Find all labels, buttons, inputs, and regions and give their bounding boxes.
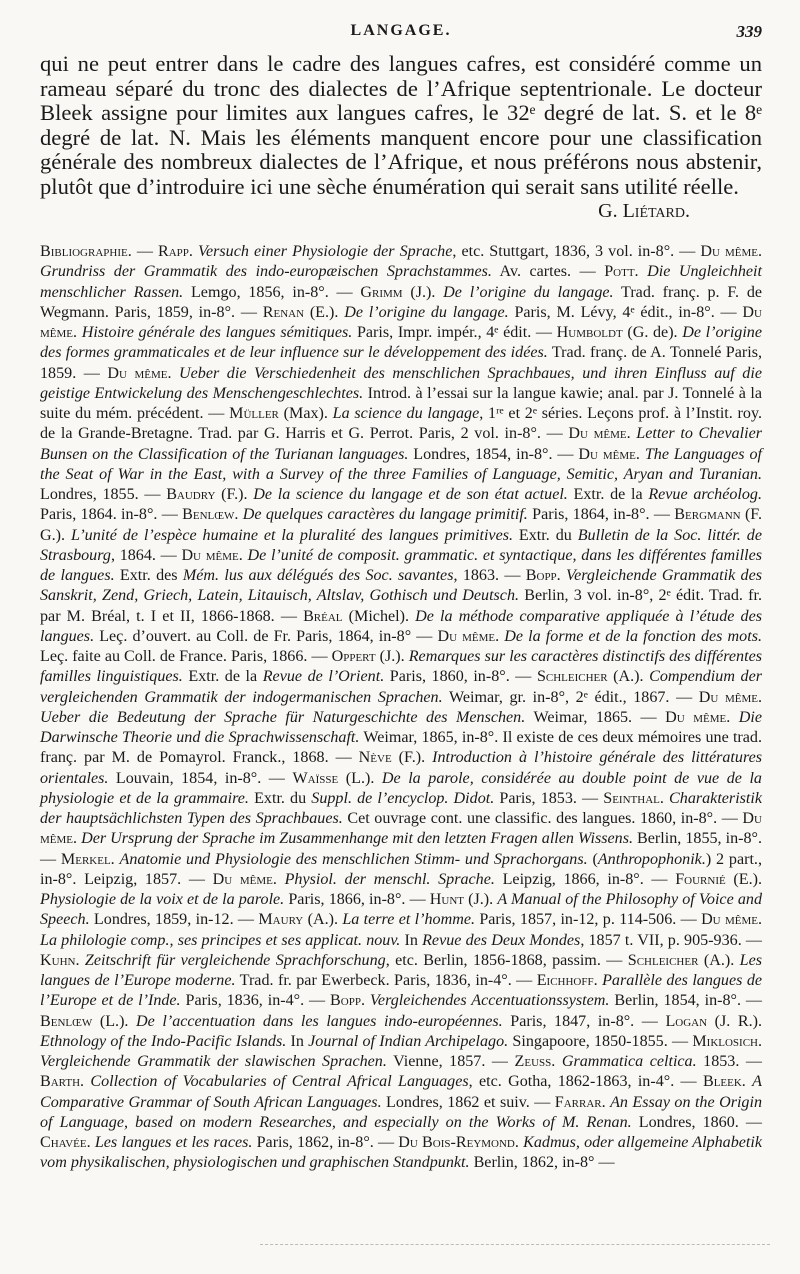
- citation-text: (F. G.).: [40, 506, 762, 544]
- citation-text: , etc. Gotha, 1862-1863, in-4°. —: [468, 1073, 703, 1091]
- work-title: Introduction à l’histoire générale des littératures orientales.: [40, 749, 763, 787]
- author-name: Du même.: [437, 627, 500, 645]
- citation-text: (Michel).: [342, 607, 416, 625]
- citation-text: Paris, 1864. in-8°. —: [40, 506, 183, 524]
- citation-text: (E.).: [725, 870, 762, 888]
- work-title: Suppl. de l’encyclop. Didot.: [311, 789, 495, 807]
- author-name: Chavée.: [40, 1134, 91, 1151]
- author-name: Du même.: [701, 911, 762, 929]
- work-title: Revue de l’Orient.: [262, 668, 385, 686]
- citation-text: Paris, 1862, in-8°. —: [252, 1134, 399, 1151]
- work-title: De l’origine du langage.: [443, 283, 614, 301]
- author-name: Oppert: [331, 648, 376, 665]
- author-name: Du même.: [568, 425, 631, 443]
- work-title: Revue des Deux Mondes: [422, 931, 581, 949]
- citation-text: Paris, 1853. —: [494, 789, 604, 807]
- bibliography: [40, 242, 762, 1174]
- work-title: Zeitschrift für vergleichende Sprachforschung: [84, 951, 386, 969]
- running-head: LANGAGE.: [350, 22, 452, 39]
- work-title: La philologie comp., ses principes et ses applicat. nouv.: [40, 931, 401, 949]
- citation-text: Paris, M. Lévy, 4ᵉ édit., in-8°. —: [508, 303, 743, 321]
- citation-text: (L.).: [338, 769, 382, 787]
- work-title: Journal of Indian Archipelago.: [308, 1032, 509, 1050]
- work-title: Anthropophonik.: [597, 850, 706, 868]
- author-name: Nève: [358, 749, 392, 767]
- work-title: Ueber die Verschiedenheit des menschlichen Sprachbaues, und ihren Einfluss auf die geistige Entwickelung des Menschengeschlechtes.: [40, 364, 762, 402]
- citation-text: Paris, 1866, in-8°. —: [284, 891, 430, 908]
- work-title: La science du langage: [332, 405, 480, 422]
- work-title: Anatomie und Physiologie des menschlichen Stimm- und Sprachorgans.: [119, 850, 588, 868]
- work-title: Letter to Chevalier Bunsen on the Classification of the Turianan languages.: [40, 425, 762, 463]
- work-title: De la parole, considérée au double point de vue de la physiologie et de la grammaire.: [40, 769, 762, 807]
- work-title: Vergleichende Grammatik des Sanskrit, Zend, Griech, Latein, Litauisch, Altslav, Gothisch und Deutsch.: [40, 567, 762, 605]
- author-name: Kuhn.: [40, 951, 80, 969]
- author-name: Seinthal.: [603, 789, 664, 807]
- bibliography-label: Bibliographie.: [40, 243, 132, 260]
- author-name: Benlœw.: [182, 506, 239, 524]
- work-title: Grammatica celtica.: [561, 1053, 697, 1070]
- author-name: Du même.: [107, 364, 172, 382]
- citation-text: (Max).: [278, 405, 333, 422]
- author-name: Logan: [665, 1012, 708, 1030]
- citation-text: (L.).: [92, 1012, 137, 1030]
- author-name: Zeuss.: [514, 1053, 556, 1070]
- citation-text: Trad. franç. de A. Tonnelé Paris, 1859. —: [40, 344, 762, 382]
- author-name: Benlœw: [40, 1012, 93, 1030]
- citation-text: Louvain, 1854, in-8°. —: [108, 769, 293, 787]
- citation-text: Extr. de la: [182, 668, 263, 686]
- work-title: La terre et l’homme.: [342, 911, 475, 929]
- work-title: Physiol. der menschl. Sprache.: [284, 870, 495, 888]
- article-body: [40, 52, 762, 200]
- author-name: Bréal: [303, 607, 343, 625]
- citation-text: Leipzig, 1866, in-8°. —: [494, 870, 676, 888]
- citation-text: —: [131, 243, 158, 260]
- page-header: [40, 22, 762, 48]
- work-title: De la science du langage et de son état actuel.: [253, 486, 568, 503]
- work-title: De la forme et de la fonction des mots.: [504, 627, 762, 645]
- citation-text: Trad. fr. par Ewerbeck. Paris, 1836, in-4°. —: [235, 972, 537, 989]
- citation-text: (J.).: [375, 648, 409, 665]
- author-name: Du même.: [700, 243, 762, 260]
- work-title: A Manual of the Philosophy of Voice and Speech.: [40, 891, 762, 929]
- citation-text: , 1ʳᵉ et 2ᵉ séries. Leçons prof. à l’Instit. roy. de la Grande-Bretagne. Trad. par G. Harris et G. Perrot. Paris, 2 vol. in-8°. —: [40, 405, 762, 443]
- citation-text: Londres, 1854, in-8°. —: [408, 445, 579, 463]
- citation-text: In: [400, 931, 423, 949]
- work-title: Vergleichende Grammatik der slawischen Sprachen.: [40, 1053, 387, 1070]
- work-title: Ueber die Bedeutung der Sprache für Naturgeschichte des Menschen.: [40, 708, 526, 726]
- work-title: Mém. lus aux délégués des Soc. savantes: [182, 567, 454, 584]
- author-name: Merkel.: [60, 850, 115, 868]
- work-title: De l’origine du langage.: [344, 303, 509, 321]
- work-title: Parallèle des langues de l’Europe et de l’Inde.: [40, 972, 763, 1010]
- work-title: Collection of Vocabularies of Central Africal Languages: [90, 1073, 469, 1091]
- work-title: De l’origine des formes grammaticales et de leur influence sur le développement des idées.: [40, 324, 762, 362]
- citation-text: (J.).: [402, 283, 444, 301]
- citation-text: Paris, 1857, in-12, p. 114-506. —: [475, 911, 702, 929]
- citation-text: 1853. —: [696, 1053, 762, 1070]
- author-name: Bleek.: [702, 1073, 746, 1091]
- citation-text: Weimar, gr. in-8°, 2ᵉ édit., 1867. —: [442, 688, 699, 706]
- citation-text: Leç. faite au Coll. de France. Paris, 1866. —: [40, 648, 332, 665]
- citation-text: , etc. Berlin, 1856-1868, passim. —: [385, 951, 628, 969]
- work-title: Vergleichendes Accentuationssystem.: [369, 992, 610, 1010]
- citation-text: Av. cartes. —: [491, 263, 605, 281]
- citation-text: Singapoore, 1850-1855. —: [508, 1032, 693, 1050]
- author-name: Du même.: [578, 445, 640, 463]
- work-title: De la méthode comparative appliquée à l’étude des langues.: [40, 607, 763, 645]
- citation-text: Londres, 1855. —: [40, 486, 167, 503]
- citation-text: , 1863. —: [453, 567, 526, 584]
- citation-text: Paris, Impr. impér., 4ᵉ édit. —: [352, 324, 557, 341]
- citation-text: Leç. d’ouvert. au Coll. de Fr. Paris, 1864, in-8° —: [94, 627, 438, 645]
- page-number: 339: [736, 22, 762, 41]
- work-title: Physiologie de la voix et de la parole.: [40, 891, 285, 908]
- closing-paragraph: qui ne peut entrer dans le cadre des langues cafres, est considéré comme un rameau séparé du tronc des dialectes de l’Afrique septentrionale. Le docteur Bleek assigne pour limites aux langues cafres, le 32ᵉ degré de lat. S. et le 8ᵉ degré de lat. N. Mais les éléments manquent encore pour une classification générale des nombreux dialectes de l’Afrique, et nous préférons nous abstenir, plutôt que d’introduire ici une sèche énumération qui serait sans utilité réelle.: [40, 51, 762, 199]
- citation-text: Paris, 1836, in-4°. —: [180, 992, 331, 1010]
- work-title: Die Ungleichheit menschlicher Rassen.: [40, 263, 762, 301]
- citation-text: Extr. de la: [567, 486, 649, 503]
- citation-text: Vienne, 1857. —: [386, 1053, 515, 1070]
- citation-text: Extr. du: [248, 789, 312, 807]
- work-title: A Comparative Grammar of South African Languages.: [40, 1073, 762, 1111]
- work-title: De l’unité de composit. grammatic. et syntactique, dans les différentes familles de langues.: [40, 546, 762, 584]
- citation-text: Lemgo, 1856, in-8°. —: [183, 283, 361, 301]
- citation-text: (F.).: [391, 749, 433, 767]
- citation-text: Weimar, 1865. —: [525, 708, 666, 726]
- work-title: Versuch einer Physiologie der Sprache: [197, 243, 453, 260]
- work-title: Compendium der vergleichenden Grammatik der indogermanischen Sprachen.: [40, 668, 762, 706]
- citation-text: Weimar, 1865, in-8°. Il existe de ces deux mémoires une trad. franç. par M. de Pomayrol. Franck., 1868. —: [40, 729, 762, 767]
- signature-text: G. Liétard.: [598, 200, 690, 222]
- citation-text: (E.).: [304, 303, 345, 321]
- citation-text: (F.).: [215, 486, 254, 503]
- citation-text: Extr. du: [513, 526, 578, 544]
- citation-text: Berlin, 1855, in-8°. —: [40, 830, 762, 868]
- work-title: The Languages of the Seat of War in the East, with a Survey of the three Families of Language, Semitic, Aryan and Turanian.: [40, 445, 762, 483]
- citation-text: Berlin, 1854, in-8°. —: [609, 992, 762, 1010]
- author-name: Barth.: [40, 1073, 85, 1091]
- work-title: Ethnology of the Indo-Pacific Islands.: [40, 1032, 287, 1050]
- work-title: Grundriss der Grammatik des indo-europæischen Sprachstammes.: [40, 263, 492, 281]
- author-name: Humboldt: [556, 324, 623, 341]
- work-title: Remarques sur les caractères distinctifs des différentes familles linguistiques.: [40, 648, 762, 686]
- work-title: Bulletin de la Soc. littér. de Strasbourg: [40, 526, 762, 564]
- author-name: Waïsse: [292, 769, 339, 787]
- author-name: Du même.: [40, 810, 762, 848]
- author-name: Du même.: [181, 546, 243, 564]
- citation-text: [277, 871, 285, 888]
- author-name: Du même.: [665, 708, 731, 726]
- author-name: Schleicher: [536, 668, 608, 686]
- author-name: Müller: [229, 405, 279, 422]
- work-title: L’unité de l’espèce humaine et la pluralité des langues primitives.: [70, 526, 513, 544]
- citation-text: (A.).: [698, 951, 740, 969]
- citation-text: ) 2 part., in-8°. Leipzig, 1857. —: [40, 850, 762, 888]
- citation-text: Londres, 1860. —: [631, 1113, 762, 1131]
- citation-text: , etc. Stuttgart, 1836, 3 vol. in-8°. —: [452, 243, 701, 260]
- author-name: Grimm: [360, 283, 403, 301]
- author-name: Baudry: [166, 486, 216, 503]
- author-name: Du même.: [698, 688, 762, 706]
- citation-text: Londres, 1859, in-12. —: [89, 911, 259, 929]
- work-title: Les langues et les races.: [94, 1134, 253, 1151]
- citation-text: Trad. franç. p. F. de Wegmann. Paris, 1859, in-8°. —: [40, 283, 763, 321]
- citation-text: (G. de).: [622, 324, 683, 341]
- work-title: Histoire générale des langues sémitiques.: [81, 324, 353, 341]
- citation-text: [172, 365, 180, 382]
- citation-text: [639, 263, 648, 280]
- citation-text: Introd. à l’essai sur la langue kawie; anal. par J. Tonnelé à la suite du mém. précédent. —: [40, 384, 762, 422]
- author-name: Rapp.: [157, 243, 193, 260]
- citation-text: (A.).: [303, 911, 343, 929]
- work-title: De quelques caractères du langage primitif.: [242, 506, 528, 524]
- work-title: Kadmus, oder allgemeine Alphabetik vom physikalischen, physiologischen und graphischen Standpunkt.: [40, 1134, 763, 1172]
- author-name: Maury: [258, 911, 304, 929]
- author-name: Miklosich.: [692, 1032, 763, 1050]
- author-name: Bergmann: [674, 506, 741, 524]
- citation-text: , 1857 t. VII, p. 905-936. —: [580, 931, 762, 949]
- work-title: Revue archéolog.: [648, 486, 763, 503]
- author-name: Schleicher: [627, 951, 699, 969]
- citation-text: (A.).: [607, 668, 650, 686]
- author-name: Du Bois-Reymond.: [398, 1134, 519, 1151]
- citation-text: Paris, 1860, in-8°. —: [384, 668, 537, 686]
- citation-text: Berlin, 1862, in-8° —: [469, 1154, 615, 1172]
- author-name: Farrar.: [554, 1093, 606, 1111]
- citation-text: Paris, 1864, in-8°. —: [527, 506, 675, 524]
- work-title: De l’accentuation dans les langues indo-européennes.: [136, 1012, 503, 1030]
- bibliography-paragraph: [40, 242, 762, 1174]
- citation-text: (J. R.).: [707, 1012, 762, 1030]
- work-title: Der Ursprung der Sprache im Zusammenhange mit den letzten Fragen allen Wissens.: [81, 830, 633, 848]
- work-title: An Essay on the Origin of Language, based on modern Researches, and especially on the Works of M. Renan.: [40, 1093, 762, 1131]
- author-name: Bopp.: [525, 567, 561, 584]
- work-title: Charakteristik der hauptsächlichsten Typen des Sprachbaues.: [40, 789, 763, 827]
- citation-text: (: [587, 850, 598, 868]
- citation-text: Paris, 1847, in-8°. —: [502, 1012, 666, 1030]
- citation-text: Berlin, 3 vol. in-8°, 2ᵉ édit. Trad. fr. par M. Bréal, t. I et II, 1866-1868. —: [40, 587, 762, 625]
- author-name: Du même.: [212, 870, 277, 888]
- author-name: Fournié: [675, 870, 726, 888]
- citation-text: [730, 709, 739, 726]
- author-name: Pott.: [604, 263, 639, 281]
- citation-text: In: [286, 1032, 309, 1050]
- work-title: Les langues de l’Europe moderne.: [40, 951, 762, 989]
- footer-rule: [260, 1244, 770, 1245]
- work-title: Die Darwinsche Theorie und die Sprachwissenschaft.: [40, 708, 762, 746]
- author-name: Renan: [262, 303, 305, 321]
- author-name: Du même.: [40, 303, 762, 341]
- citation-text: Extr. des: [114, 567, 183, 584]
- citation-text: (J.).: [464, 891, 498, 908]
- citation-text: , 1864. —: [110, 546, 182, 564]
- citation-text: Cet ouvrage cont. une classific. des langues. 1860, in-8°. —: [342, 810, 743, 827]
- author-signature: [598, 200, 690, 223]
- author-name: Hunt: [429, 891, 465, 908]
- citation-text: Londres, 1862 et suiv. —: [381, 1093, 555, 1111]
- author-name: Bopp.: [330, 992, 365, 1010]
- author-name: Eichhoff.: [536, 972, 598, 989]
